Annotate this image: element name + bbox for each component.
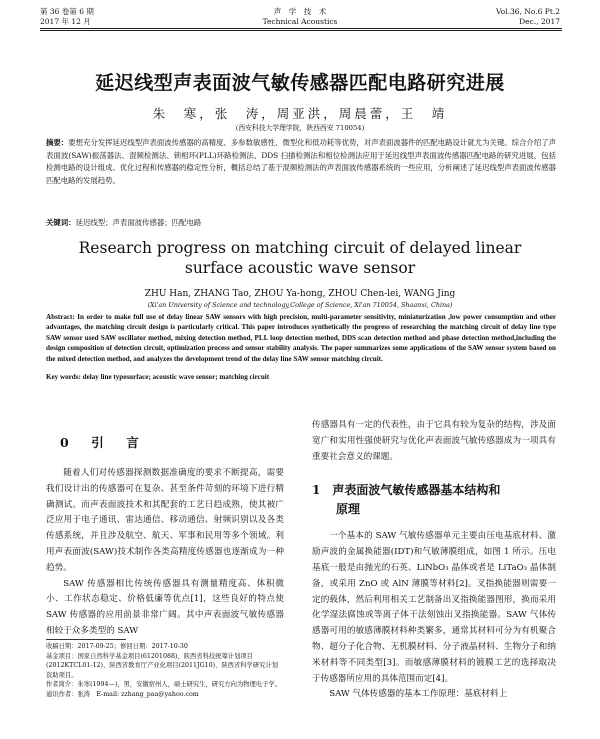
abstract-text-en: In order to make full use of delay linear SAW sensors with high precision, multi-parameter sensitivity, miniaturization ,low power consumption and other advantages, the matching circuit design is particularly critical. This paper introduces synthetically the progress of researching the matching circuit of delay line type SAW sensor used SAW oscillator method, mixing detection method, PLL loop detection method, DDS scan detection method and phase detection method,including the design composition of detection circuit, optimization process and sensor stability analysis. The paper summarizes some applications of the SAW sensor system based on the mixed detection method, and analyzes the development trend of the delay line SAW sensor matching circuit. (46, 313, 556, 363)
affiliation-en: (Xi'an University of Science and technology,College of Science, Xi'an 710054, Shaanxi, China) (147, 301, 453, 309)
header-volume-right: Vol.36, No.6 Pt.2 (495, 7, 560, 16)
header-date-left: 2017 年 12 月 (40, 17, 91, 26)
section-heading-intro: 0 引 言 (60, 435, 144, 450)
footnote-rule (46, 639, 126, 640)
abstract-label-cn: 摘要： (46, 138, 69, 147)
page-title-cn: 延迟线型声表面波气敏传感器匹配电路研究进展 (95, 72, 505, 94)
page-title-en-line2: surface acoustic wave sensor (184, 259, 416, 277)
abstract-cn (46, 137, 556, 187)
abstract-text-cn: 要想充分发挥延迟线型声表面波传感器的高精度、多参数敏感性、微型化和低功耗等优势，对声表面波器件的匹配电路设计就尤为关键。综合介绍了声表面波(SAW)振荡器法、混频检测法、锁相环(PLL)环路检测法、DDS 扫描检测法和相位检测法应用于延迟线型声表面波传感器匹配电路的研究进展，包括检测电路的设计组成、优化过程和传感器的稳定性分析，概括总结了基于混频检测法的声表面波传感器系统的一些应用，分析阐述了延迟线型声表面波传感器匹配电路的发展趋势。 (46, 138, 556, 185)
header-rule-thin (40, 30, 562, 31)
header-date-right: Dec., 2017 (519, 17, 560, 26)
section-heading-1-line1: 1 声表面波气敏传感器基本结构和 (312, 483, 501, 498)
footnote-fund: 基金项目：国家自然科学基金项目(61201088)、陕西省科技统筹计划项目(2012KTCL01-12)、陕西省教育厅产业化项目(2011JG10)、陕西省科学研究计划资助项目。 (46, 652, 279, 679)
left-column (46, 466, 284, 640)
abstract-label-en: Abstract: (46, 313, 75, 321)
affiliation-cn: (西安科技大学理学院，陕西西安 710054) (235, 124, 365, 132)
footnote (46, 642, 284, 700)
intro-paragraph-1: 随着人们对传感器探测数据准确度的要求不断提高，需要我们设计出的传感器可在复杂、甚至条件苛刻的环境下进行精确测试。而声表面波技术和其配套的工艺日趋成熟，使其被广泛应用于电子通讯、雷达通信、移动通信、射频识别以及各类传感系统，并且涉及航空、航天、军事和民用等多个领域。利用声表面波(SAW)技术制作各类高精度传感器也逐渐成为一种趋势。 (46, 468, 284, 573)
header-volume-left: 第 36 卷第 6 期 (40, 7, 94, 16)
spacer (312, 465, 556, 481)
page-title-en-line1: Research progress on matching circuit of delayed linear (78, 239, 522, 257)
right-column (312, 418, 556, 703)
keywords-text-cn: 延迟线型；声表面波传感器；匹配电路 (75, 218, 202, 227)
header-journal-en: Technical Acoustics (262, 17, 338, 26)
keywords-en (46, 372, 556, 382)
keywords-text-en: delay line typesurface; acoustic wave sensor; matching circuit (80, 373, 270, 381)
section-heading-1-line2: 原理 (336, 502, 361, 517)
keywords-label-en: Key words: (46, 373, 81, 381)
section1-paragraph-1: 一个基本的 SAW 气敏传感器单元主要由压电基底材料、激励声波的金属换能器(IDT)和气敏薄膜组成，如图 1 所示。压电基底一般是由抛光的石英、LiNbO₃ 晶体或者是 LiTaO₃ 晶体制备，或采用 ZnO 或 AlN 薄膜等材料[2]。叉指换能器则需要一定的载体，然后利用相关工艺制备出叉指换能器图形，换而采用化学湿法腐蚀或等离子体干法刻蚀出叉指换能器。SAW 气体传感器可用的敏感薄膜材料种类繁多，通常其材料可分为有机聚合物、超分子化合物、无机膜材料、分子液晶材料、生物分子和纳米材料等不同类型[3]。而敏感薄膜材料的镀膜工艺的选择取决于传感器所应用的具体范围而定[4]。 (312, 531, 556, 684)
header-journal-cn: 声 学 技 术 (273, 7, 327, 16)
footnote-received: 收稿日期：2017-09-25；修回日期：2017-10-30 (46, 643, 188, 650)
spacer-2 (312, 519, 556, 529)
authors-cn: 朱 寒，张 涛，周亚洪，周晨蕾，王 靖 (152, 106, 448, 121)
intro-paragraph-2: SAW 传感器相比传统传感器具有测量精度高、体积微小、工作状态稳定、价格低廉等优点[1]，这些良好的特点使 SAW 传感器的应用前景非常广阔。其中声表面波气敏传感器相较于众多类型的 SAW (46, 578, 284, 636)
footnote-corresponding: 通讯作者：张涛 E-mail: zzhang_paa@yahoo.com (46, 690, 199, 698)
abstract-en (46, 312, 556, 364)
footnote-author: 作者简介：朱寒(1994—)，男，安徽宿州人，硕士研究生，研究方向为物理电子学。 (46, 681, 282, 689)
right-paragraph-continued: 传感器具有一定的代表性，由于它具有较为复杂的结构，涉及面宽广和实用性强使研究与优化声表面波气敏传感器成为一项具有重要社会意义的课题。 (312, 420, 556, 462)
keywords-cn (46, 217, 556, 230)
header-rule (40, 28, 562, 29)
authors-en: ZHU Han, ZHANG Tao, ZHOU Ya-hong, ZHOU Chen-lei, WANG Jing (144, 289, 456, 299)
section1-paragraph-2: SAW 气体传感器的基本工作原理：基底材料上 (329, 689, 508, 700)
keywords-label-cn: 关键词： (46, 218, 76, 227)
